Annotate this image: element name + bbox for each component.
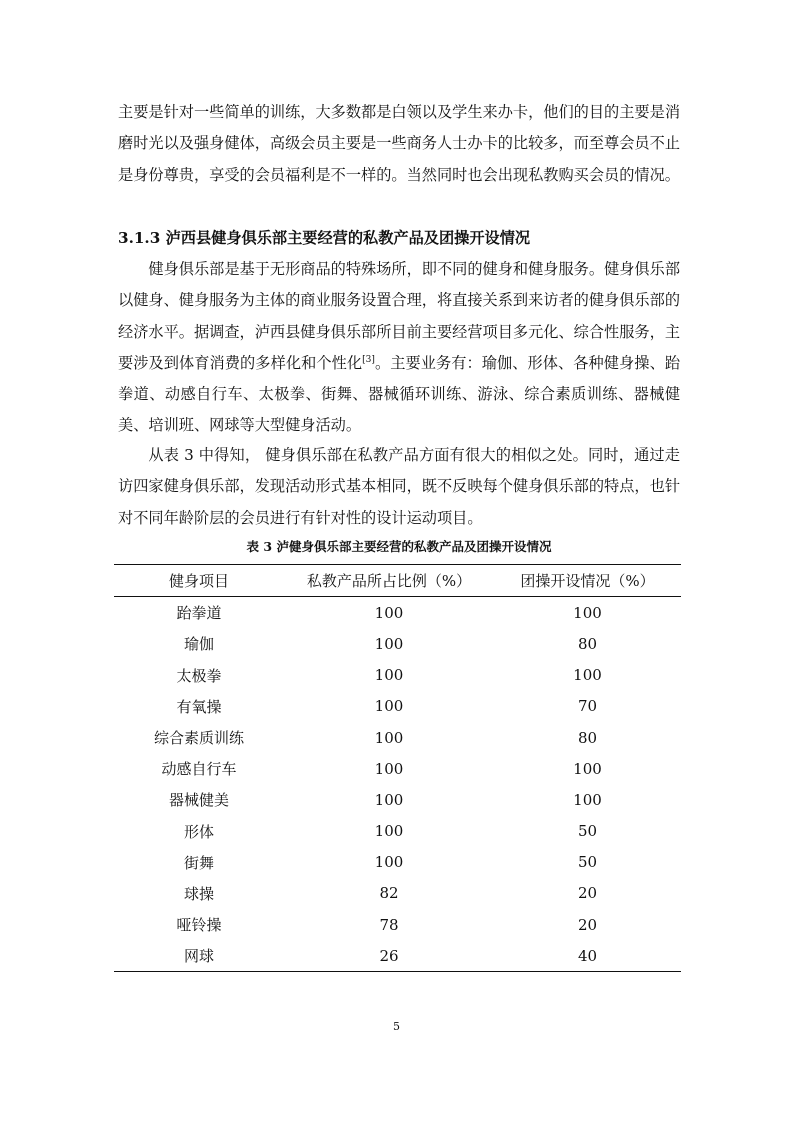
cell-private-ratio: 100 — [374, 603, 404, 622]
cell-project: 球操 — [183, 884, 214, 903]
table-row — [114, 691, 681, 722]
cell-group-class: 20 — [577, 915, 598, 934]
cell-group-class: 20 — [577, 884, 598, 903]
cell-group-class: 70 — [577, 697, 598, 716]
table-row — [114, 816, 681, 847]
cell-project: 有氧操 — [176, 697, 222, 716]
cell-private-ratio: 100 — [374, 728, 404, 747]
header-cell-project: 健身项目 — [168, 572, 229, 591]
cell-private-ratio: 100 — [374, 822, 404, 841]
cell-project: 瑜伽 — [183, 635, 214, 654]
table-header-row — [114, 565, 681, 597]
cell-private-ratio: 100 — [374, 853, 404, 872]
table-row — [114, 940, 681, 972]
cell-group-class: 100 — [573, 790, 602, 809]
cell-private-ratio: 100 — [374, 697, 404, 716]
cell-group-class: 50 — [577, 853, 598, 872]
header-cell-private-ratio: 私教产品所占比例（%） — [306, 572, 472, 591]
cell-group-class: 80 — [577, 728, 598, 747]
table-row — [114, 753, 681, 784]
body-paragraph-1: 主要是针对一些简单的训练，大多数都是白领以及学生来办卡，他们的目的主要是消磨时光以及强身健体，高级会员主要是一些商务人士办卡的比较多，而至尊会员不止是身份尊贵，享受的会员福利是不一样的。当然同时也会出现私教购买会员的情况。 — [118, 103, 680, 184]
table-row — [114, 878, 681, 909]
table-row — [114, 660, 681, 691]
cell-private-ratio: 82 — [379, 884, 399, 903]
cell-project: 器械健美 — [168, 791, 229, 810]
cell-project: 跆拳道 — [176, 604, 222, 623]
cell-private-ratio: 100 — [374, 666, 404, 685]
cell-private-ratio: 100 — [374, 634, 404, 653]
cell-private-ratio: 100 — [374, 759, 404, 778]
header-cell-group-class: 团操开设情况（%） — [520, 572, 655, 591]
table-row — [114, 784, 681, 815]
page-number: 5 — [393, 1020, 400, 1033]
cell-group-class: 80 — [577, 634, 598, 653]
paragraph-2-text-b: 。主要业务有：瑜伽、形体、各种健身操、跆拳道、动感自行车、太极拳、街舞、器械循环训练、游泳、综合素质训练、器械健美、培训班、网球等大型健身活动。 — [118, 353, 681, 435]
cell-project: 太极拳 — [176, 666, 222, 685]
cell-group-class: 40 — [577, 946, 598, 965]
body-paragraph-2 — [118, 254, 680, 442]
cell-group-class: 100 — [573, 759, 602, 778]
table-row — [114, 597, 681, 629]
cell-group-class: 100 — [573, 603, 602, 622]
table-row — [114, 909, 681, 940]
paragraph-2-text-a: 健身俱乐部是基于无形商品的特殊场所，即不同的健身和健身服务。健身俱乐部以健身、健身服务为主体的商业服务设置合理，将直接关系到来访者的健身俱乐部的经济水平。据调查，泸西县健身俱乐部所目前主要经营项目多元化、综合性服务，主要涉及到体育消费的多样化和个性化 — [118, 260, 680, 372]
cell-group-class: 50 — [577, 822, 598, 841]
cell-project: 形体 — [183, 822, 214, 841]
cell-project: 综合素质训练 — [153, 729, 244, 748]
cell-project: 街舞 — [183, 853, 214, 872]
cell-project: 哑铃操 — [176, 916, 222, 935]
citation-ref[interactable]: [3] — [362, 354, 375, 365]
table-body — [114, 597, 681, 972]
table-caption: 表 3 泸健身俱乐部主要经营的私教产品及团操开设情况 — [246, 539, 552, 554]
cell-private-ratio: 100 — [374, 790, 404, 809]
cell-project: 网球 — [183, 947, 214, 966]
table-row — [114, 628, 681, 659]
cell-project: 动感自行车 — [161, 760, 237, 779]
table-row — [114, 722, 681, 753]
section-heading: 3.1.3 泸西县健身俱乐部主要经营的私教产品及团操开设情况 — [118, 229, 531, 247]
cell-private-ratio: 78 — [379, 915, 399, 934]
body-paragraph-3: 从表 3 中得知， 健身俱乐部在私教产品方面有很大的相似之处。同时，通过走访四家健身俱乐部，发现活动形式基本相同，既不反映每个健身俱乐部的特点，也针对不同年龄阶层的会员进行有针对性的设计运动项目。 — [118, 446, 680, 527]
cell-group-class: 100 — [573, 666, 602, 685]
table-row — [114, 847, 681, 878]
data-table — [114, 564, 681, 972]
cell-private-ratio: 26 — [379, 946, 399, 965]
